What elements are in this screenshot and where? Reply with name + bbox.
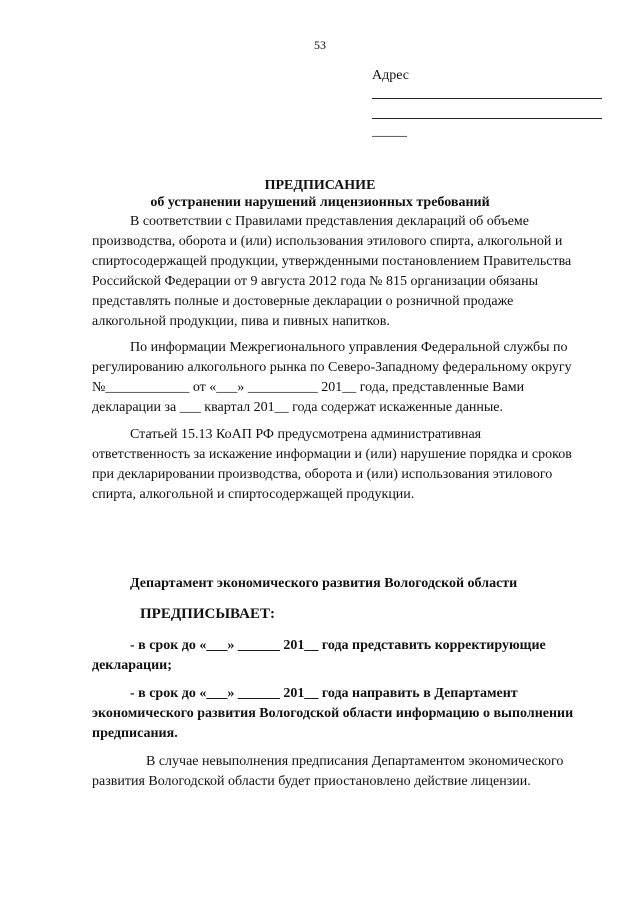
- requirement-line: - в срок до «___» ______ 201__ года представить корректирующие: [130, 638, 546, 653]
- requirement-line: экономического развития Вологодской области информацию о выполнении: [92, 706, 574, 721]
- requirement-item-2: [92, 684, 612, 744]
- paragraph-line: развития Вологодской области будет приостановлено действие лицензии.: [92, 774, 531, 789]
- address-blank-line-1: [372, 98, 602, 99]
- address-blank-line-3: _____: [372, 124, 407, 139]
- paragraph-line: ответственность за искажение информации и (или) нарушение порядка и сроков: [92, 447, 572, 462]
- paragraph-line: В случае невыполнения предписания Департаментом экономического: [146, 754, 564, 769]
- paragraph-line: декларации за ___ квартал 201__ года содержат искаженные данные.: [92, 400, 504, 415]
- document-subtitle: об устранении нарушений лицензионных требований: [150, 195, 490, 210]
- paragraph-line: спиртосодержащей продукции, утвержденными постановлением Правительства: [92, 254, 572, 269]
- paragraph-line: представлять полные и достоверные декларации о розничной продаже: [92, 294, 514, 309]
- address-label: Адрес: [372, 68, 410, 83]
- page-number: 53: [314, 38, 326, 52]
- department-name: Департамент экономического развития Вологодской области: [130, 576, 518, 591]
- document-title: ПРЕДПИСАНИЕ: [264, 178, 376, 193]
- paragraph-line: По информации Межрегионального управления Федеральной службы по: [130, 340, 568, 355]
- paragraph-line: спирта, алкогольной и спиртосодержащей продукции.: [92, 487, 415, 502]
- requirement-line: декларации;: [92, 658, 172, 673]
- paragraph-information: [92, 338, 612, 418]
- requirement-line: - в срок до «___» ______ 201__ года направить в Департамент: [130, 686, 518, 701]
- paragraph-line: Российской Федерации от 9 августа 2012 года № 815 организации обязаны: [92, 274, 539, 289]
- paragraph-line: алкогольной продукции, пива и пивных напитков.: [92, 314, 390, 329]
- paragraph-line: №____________ от «___» __________ 201__ года, представленные Вами: [92, 380, 525, 395]
- paragraph-line: В соответствии с Правилами представления деклараций об объеме: [130, 214, 529, 229]
- requirement-line: предписания.: [92, 726, 178, 741]
- requirement-item-1: [92, 636, 612, 676]
- paragraph-line: Статьей 15.13 КоАП РФ предусмотрена административная: [130, 427, 482, 442]
- prescribes-heading: ПРЕДПИСЫВАЕТ:: [140, 606, 275, 622]
- address-blank-line-2: [372, 118, 602, 119]
- paragraph-regulations: [92, 212, 612, 332]
- paragraph-closing: [92, 752, 612, 792]
- paragraph-line: производства, оборота и (или) использования этилового спирта, алкогольной и: [92, 234, 563, 249]
- paragraph-line: регулированию алкогольного рынка по Северо-Западному федеральному округу: [92, 360, 572, 375]
- paragraph-line: при декларировании производства, оборота и (или) использования этилового: [92, 467, 553, 482]
- paragraph-liability: [92, 425, 612, 505]
